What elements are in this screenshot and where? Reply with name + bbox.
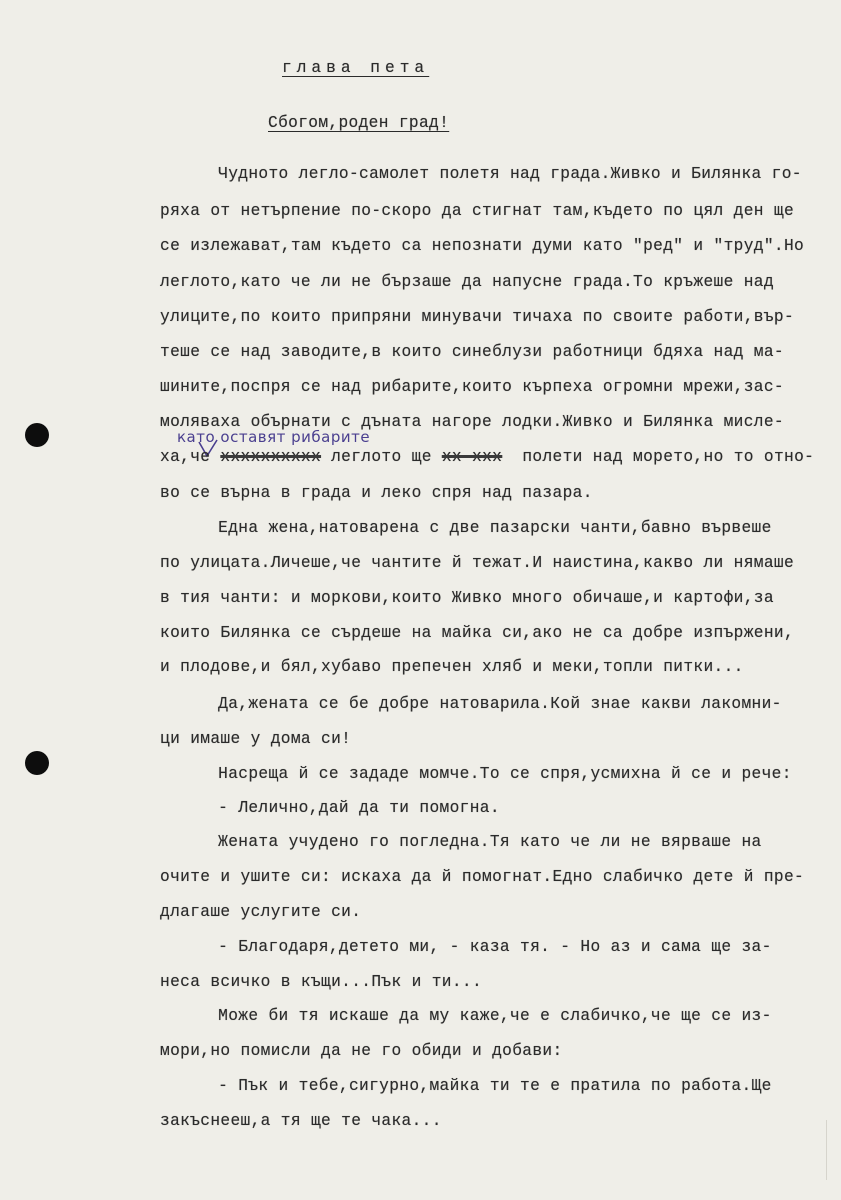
text-line: - Пък и тебе,сигурно,майка ти те е пратила по работа.Ще xyxy=(198,1077,772,1095)
text-line: които Билянка се сърдеше на майка си,ако не са добре изпържени, xyxy=(160,624,795,642)
text-line: моляваха обърнати с дъната нагоре лодки.Живко и Билянка мисле- xyxy=(160,413,784,431)
chapter-subtitle: Сбогом,роден град! xyxy=(268,114,450,132)
text-line: очите и ушите си: искаха да й помогнат.Едно слабичко дете й пре- xyxy=(160,868,805,886)
text-line: во се върна в града и леко спря над пазара. xyxy=(160,484,593,502)
text-line: шините,поспря се над рибарите,които кърпеха огромни мрежи,зас- xyxy=(160,378,784,396)
text-line: Жената учудено го погледна.Тя като че ли не вярваше на xyxy=(198,833,762,851)
handwritten-insertion: като оставят рибарите xyxy=(177,428,371,446)
punch-hole-bottom xyxy=(25,751,49,775)
text-segment: леглото ще xyxy=(321,448,442,466)
text-line: ряха от нетърпение по-скоро да стигнат там,където по цял ден ще xyxy=(160,202,795,220)
text-line: Може би тя искаше да му каже,че е слабичко,че ще се из- xyxy=(198,1007,772,1025)
text-line: Чудното легло-самолет полетя над града.Живко и Билянка го- xyxy=(198,165,802,183)
text-line: - Лелично,дай да ти помогна. xyxy=(198,799,500,817)
text-line: Да,жената се бе добре натоварила.Кой знае какви лакомни- xyxy=(198,695,782,713)
text-line: закъснееш,а тя ще те чака... xyxy=(160,1112,442,1130)
text-line: теше се над заводите,в които синеблузи работници бдяха над ма- xyxy=(160,343,784,361)
text-line: - Благодаря,детето ми, - каза тя. - Но аз и сама ще за- xyxy=(198,938,772,956)
chapter-title: глава пета xyxy=(282,59,430,77)
text-line: и плодове,и бял,хубаво препечен хляб и меки,топли питки... xyxy=(160,658,744,676)
text-segment: ха,че xyxy=(160,448,221,466)
page-edge-mark xyxy=(826,1120,827,1180)
text-line: длагаше услугите си. xyxy=(160,903,362,921)
text-segment: полети над морето,но то отно- xyxy=(502,448,815,466)
text-line: ци имаше у дома си! xyxy=(160,730,352,748)
text-line: се излежават,там където са непознати думи като "ред" и "труд".Но xyxy=(160,237,805,255)
punch-hole-top xyxy=(25,423,49,447)
text-line: неса всичко в къщи...Пък и ти... xyxy=(160,973,483,991)
text-line: Една жена,натоварена с две пазарски чанти,бавно вървеше xyxy=(198,519,772,537)
struck-out-text: xx xxx xyxy=(441,448,503,466)
text-line: по улицата.Личеше,че чантите й тежат.И наистина,какво ли нямаше xyxy=(160,554,795,572)
text-line: леглото,като че ли не бързаше да напусне града.То кръжеше над xyxy=(160,273,774,291)
struck-out-text: xxxxxxxxxx xyxy=(220,448,322,466)
text-line: в тия чанти: и моркови,които Живко много обичаше,и картофи,за xyxy=(160,589,774,607)
text-line: улиците,по които припряни минувачи тичаха по своите работи,вър- xyxy=(160,308,795,326)
text-line-edited xyxy=(160,447,814,467)
text-line: Насреща й се зададе момче.То се спря,усмихна й се и рече: xyxy=(198,765,792,783)
text-line: мори,но помисли да не го обиди и добави: xyxy=(160,1042,563,1060)
